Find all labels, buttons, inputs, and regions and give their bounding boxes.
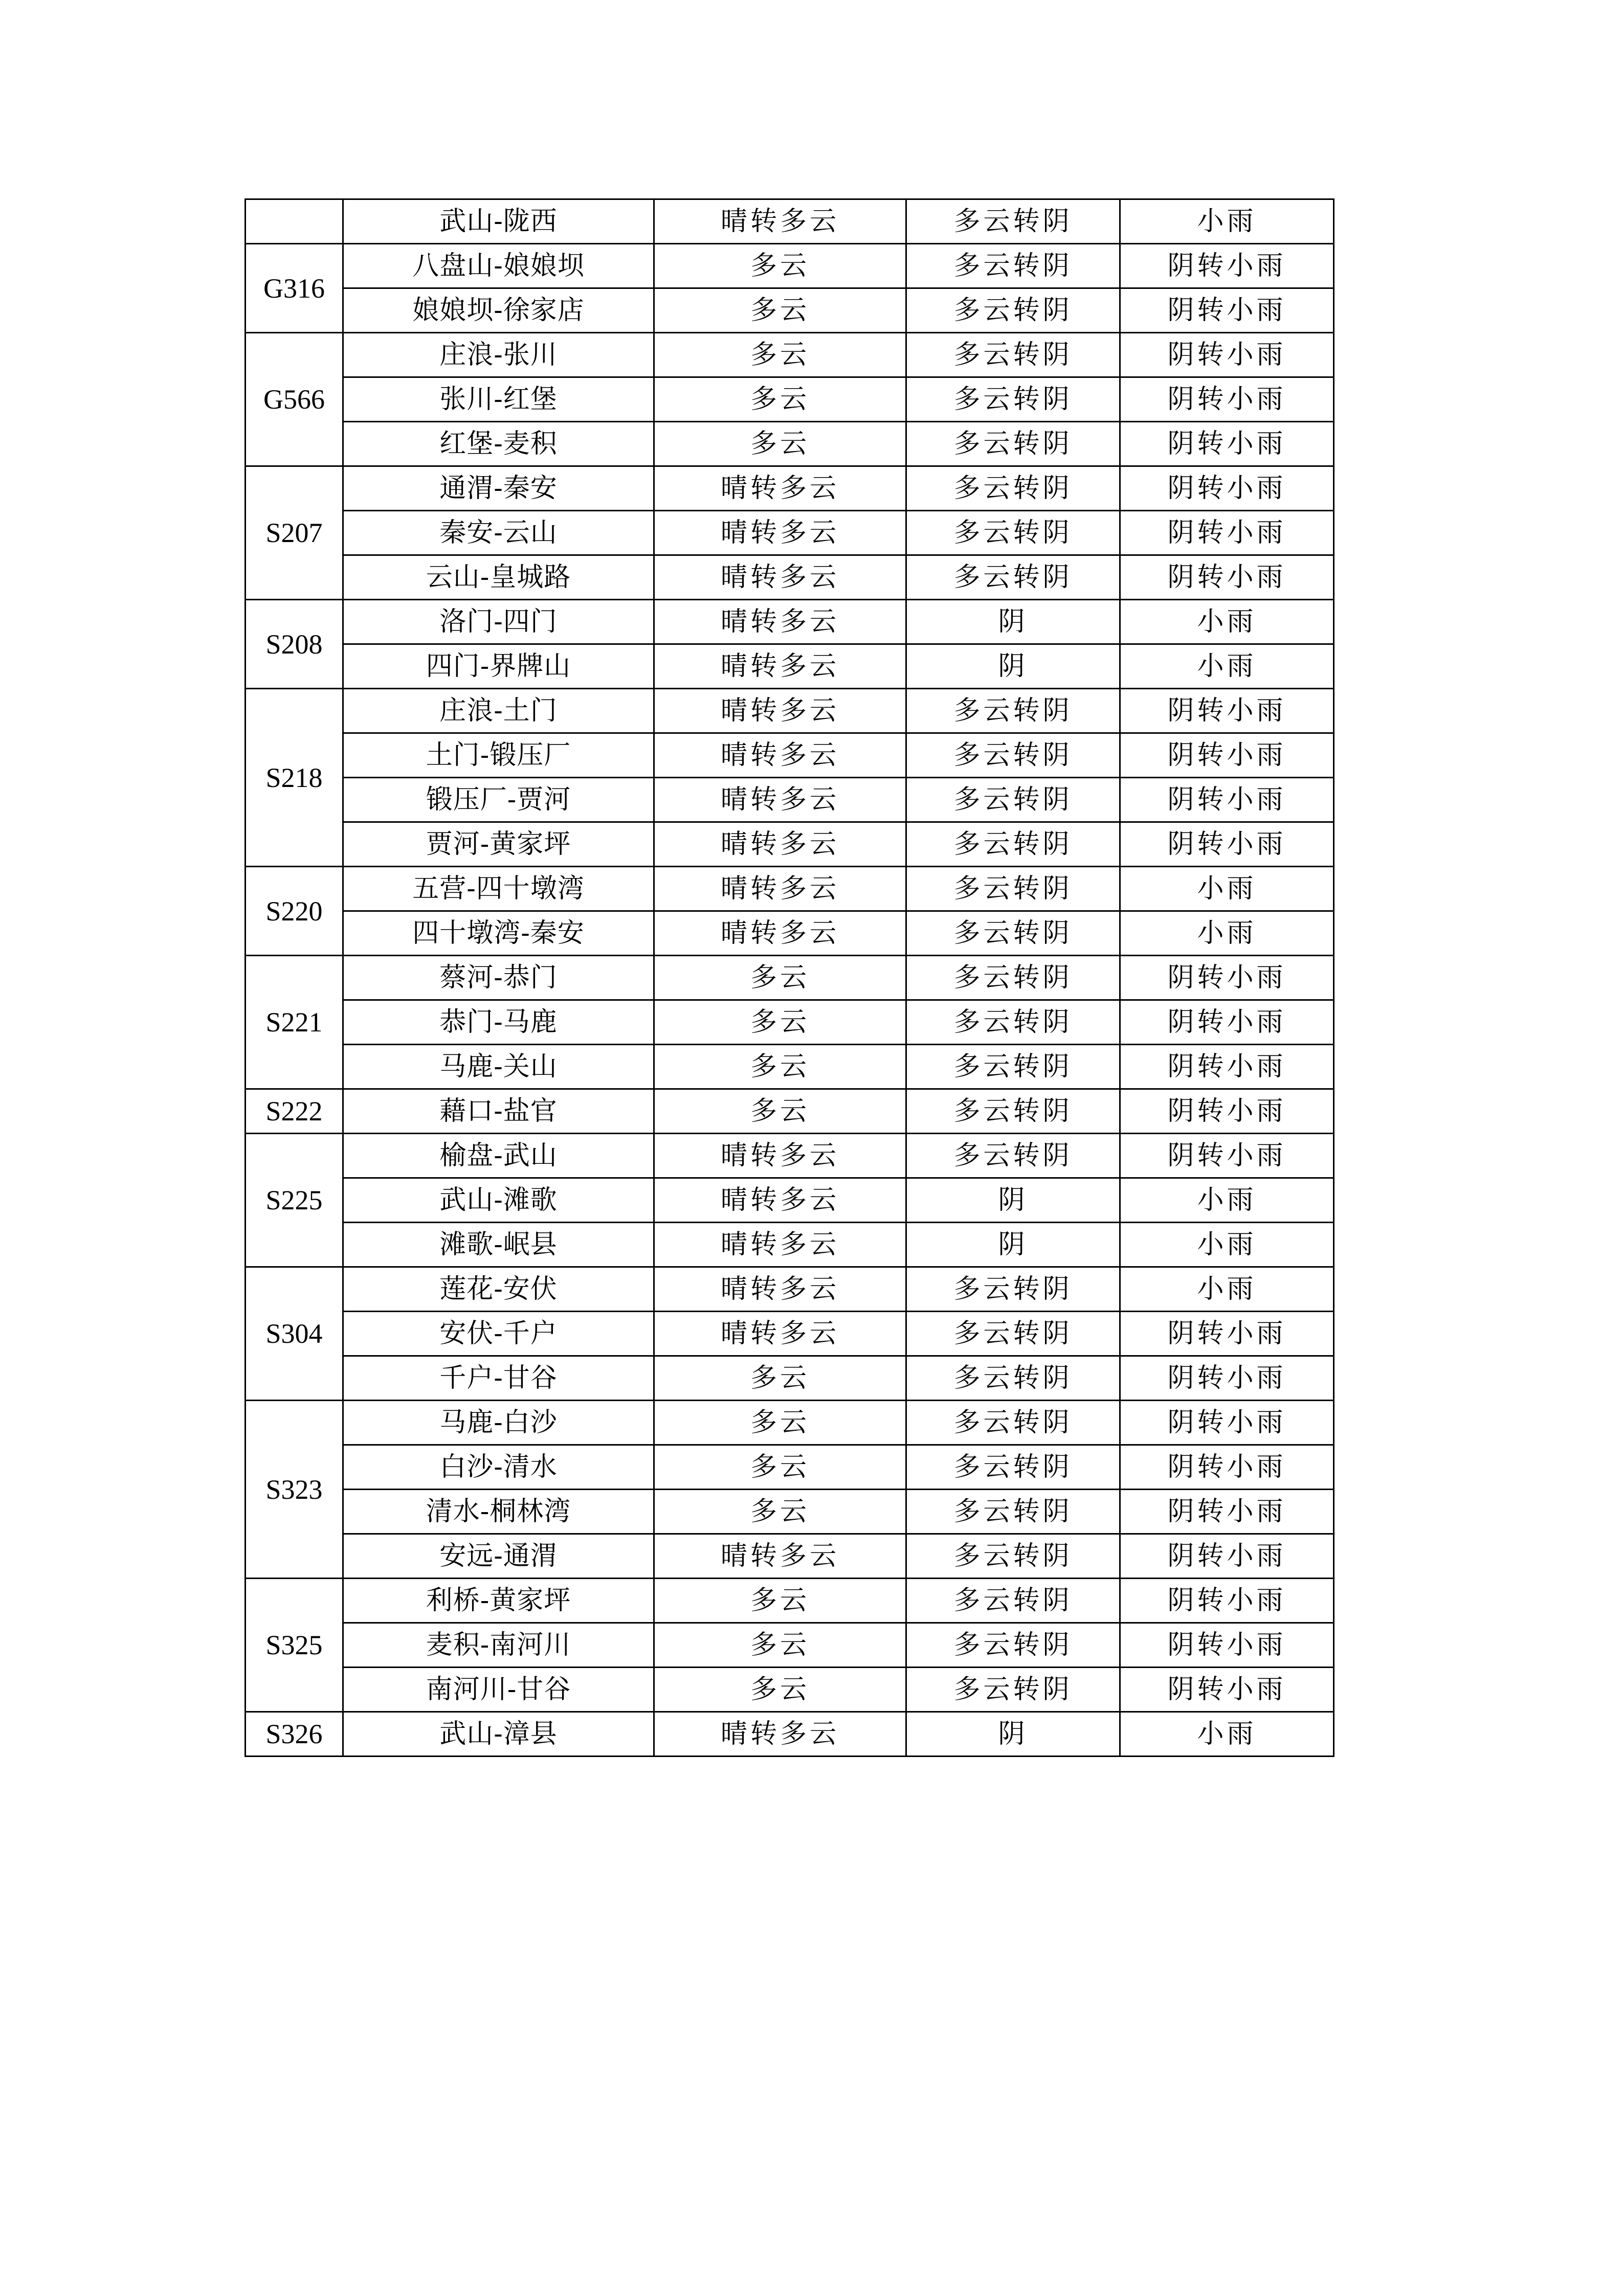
table-row bbox=[246, 1490, 1334, 1534]
table-row bbox=[246, 1267, 1334, 1312]
weather-period-3-cell: 小雨 bbox=[1120, 1178, 1334, 1223]
table-row bbox=[246, 689, 1334, 733]
segment-cell: 清水-桐林湾 bbox=[343, 1490, 654, 1534]
weather-period-2-cell: 多云转阴 bbox=[906, 1490, 1120, 1534]
weather-period-1-cell: 多云 bbox=[654, 1445, 906, 1490]
weather-period-1-cell: 多云 bbox=[654, 1490, 906, 1534]
road-code-cell: S207 bbox=[246, 466, 343, 600]
weather-period-2-cell: 多云转阴 bbox=[906, 911, 1120, 956]
table-row bbox=[246, 1312, 1334, 1356]
weather-period-2-cell: 多云转阴 bbox=[906, 1623, 1120, 1668]
weather-period-3-cell: 阴转小雨 bbox=[1120, 244, 1334, 288]
table-row bbox=[246, 1712, 1334, 1757]
weather-period-1-cell: 多云 bbox=[654, 288, 906, 333]
segment-cell: 庄浪-土门 bbox=[343, 689, 654, 733]
weather-period-1-cell: 多云 bbox=[654, 1089, 906, 1134]
weather-period-2-cell: 多云转阴 bbox=[906, 1356, 1120, 1401]
table-body bbox=[246, 199, 1334, 1757]
segment-cell: 云山-皇城路 bbox=[343, 555, 654, 600]
weather-period-1-cell: 晴转多云 bbox=[654, 1534, 906, 1579]
table-row bbox=[246, 466, 1334, 511]
weather-period-1-cell: 晴转多云 bbox=[654, 867, 906, 911]
table-row bbox=[246, 1668, 1334, 1712]
segment-cell: 马鹿-关山 bbox=[343, 1045, 654, 1089]
road-code-cell: S225 bbox=[246, 1134, 343, 1267]
table-row bbox=[246, 822, 1334, 867]
segment-cell: 安远-通渭 bbox=[343, 1534, 654, 1579]
weather-period-1-cell: 晴转多云 bbox=[654, 1134, 906, 1178]
weather-period-2-cell: 多云转阴 bbox=[906, 822, 1120, 867]
weather-period-3-cell: 阴转小雨 bbox=[1120, 1089, 1334, 1134]
table-row bbox=[246, 511, 1334, 555]
table-row bbox=[246, 867, 1334, 911]
table-row bbox=[246, 1579, 1334, 1623]
weather-period-3-cell: 小雨 bbox=[1120, 1267, 1334, 1312]
segment-cell: 藉口-盐官 bbox=[343, 1089, 654, 1134]
table-row bbox=[246, 288, 1334, 333]
weather-period-3-cell: 阴转小雨 bbox=[1120, 1623, 1334, 1668]
table-row bbox=[246, 1223, 1334, 1267]
weather-period-2-cell: 多云转阴 bbox=[906, 1534, 1120, 1579]
weather-period-2-cell: 多云转阴 bbox=[906, 377, 1120, 422]
weather-period-3-cell: 小雨 bbox=[1120, 644, 1334, 689]
weather-period-2-cell: 多云转阴 bbox=[906, 1312, 1120, 1356]
segment-cell: 马鹿-白沙 bbox=[343, 1401, 654, 1445]
weather-period-1-cell: 多云 bbox=[654, 1623, 906, 1668]
segment-cell: 洛门-四门 bbox=[343, 600, 654, 644]
road-weather-table bbox=[244, 198, 1334, 1757]
weather-period-1-cell: 晴转多云 bbox=[654, 600, 906, 644]
segment-cell: 麦积-南河川 bbox=[343, 1623, 654, 1668]
weather-period-1-cell: 多云 bbox=[654, 1045, 906, 1089]
weather-period-1-cell: 晴转多云 bbox=[654, 733, 906, 778]
segment-cell: 白沙-清水 bbox=[343, 1445, 654, 1490]
weather-period-1-cell: 晴转多云 bbox=[654, 689, 906, 733]
segment-cell: 南河川-甘谷 bbox=[343, 1668, 654, 1712]
weather-period-3-cell: 阴转小雨 bbox=[1120, 288, 1334, 333]
weather-period-2-cell: 多云转阴 bbox=[906, 778, 1120, 822]
segment-cell: 武山-陇西 bbox=[343, 199, 654, 244]
weather-period-1-cell: 晴转多云 bbox=[654, 644, 906, 689]
weather-period-2-cell: 多云转阴 bbox=[906, 867, 1120, 911]
road-code-cell: G566 bbox=[246, 333, 343, 466]
weather-period-1-cell: 晴转多云 bbox=[654, 555, 906, 600]
weather-period-2-cell: 阴 bbox=[906, 1223, 1120, 1267]
segment-cell: 土门-锻压厂 bbox=[343, 733, 654, 778]
weather-period-2-cell: 阴 bbox=[906, 1712, 1120, 1757]
weather-period-3-cell: 阴转小雨 bbox=[1120, 1579, 1334, 1623]
table-row bbox=[246, 333, 1334, 377]
segment-cell: 贾河-黄家坪 bbox=[343, 822, 654, 867]
weather-period-3-cell: 阴转小雨 bbox=[1120, 511, 1334, 555]
table-row bbox=[246, 555, 1334, 600]
weather-period-2-cell: 多云转阴 bbox=[906, 956, 1120, 1000]
weather-period-1-cell: 多云 bbox=[654, 956, 906, 1000]
table-row bbox=[246, 377, 1334, 422]
segment-cell: 滩歌-岷县 bbox=[343, 1223, 654, 1267]
weather-period-2-cell: 多云转阴 bbox=[906, 1401, 1120, 1445]
weather-period-1-cell: 多云 bbox=[654, 1000, 906, 1045]
weather-period-2-cell: 阴 bbox=[906, 600, 1120, 644]
segment-cell: 蔡河-恭门 bbox=[343, 956, 654, 1000]
weather-period-3-cell: 阴转小雨 bbox=[1120, 1401, 1334, 1445]
weather-period-3-cell: 阴转小雨 bbox=[1120, 1045, 1334, 1089]
weather-period-1-cell: 晴转多云 bbox=[654, 1223, 906, 1267]
weather-period-2-cell: 多云转阴 bbox=[906, 1267, 1120, 1312]
weather-period-1-cell: 晴转多云 bbox=[654, 466, 906, 511]
weather-period-3-cell: 阴转小雨 bbox=[1120, 1534, 1334, 1579]
weather-period-2-cell: 多云转阴 bbox=[906, 511, 1120, 555]
table-row bbox=[246, 199, 1334, 244]
segment-cell: 武山-漳县 bbox=[343, 1712, 654, 1757]
weather-period-1-cell: 晴转多云 bbox=[654, 1267, 906, 1312]
table-row bbox=[246, 1178, 1334, 1223]
road-code-cell: S323 bbox=[246, 1401, 343, 1579]
road-code-cell bbox=[246, 199, 343, 244]
weather-period-1-cell: 多云 bbox=[654, 1579, 906, 1623]
table-row bbox=[246, 1134, 1334, 1178]
weather-period-2-cell: 多云转阴 bbox=[906, 1089, 1120, 1134]
table-row bbox=[246, 1623, 1334, 1668]
weather-period-2-cell: 阴 bbox=[906, 644, 1120, 689]
weather-period-3-cell: 阴转小雨 bbox=[1120, 1000, 1334, 1045]
weather-period-1-cell: 多云 bbox=[654, 1356, 906, 1401]
weather-period-2-cell: 多云转阴 bbox=[906, 333, 1120, 377]
road-code-cell: S218 bbox=[246, 689, 343, 867]
segment-cell: 恭门-马鹿 bbox=[343, 1000, 654, 1045]
weather-period-3-cell: 阴转小雨 bbox=[1120, 956, 1334, 1000]
weather-period-1-cell: 多云 bbox=[654, 244, 906, 288]
segment-cell: 莲花-安伏 bbox=[343, 1267, 654, 1312]
segment-cell: 八盘山-娘娘坝 bbox=[343, 244, 654, 288]
segment-cell: 利桥-黄家坪 bbox=[343, 1579, 654, 1623]
weather-period-1-cell: 多云 bbox=[654, 1401, 906, 1445]
weather-period-2-cell: 多云转阴 bbox=[906, 555, 1120, 600]
table-row bbox=[246, 1401, 1334, 1445]
road-code-cell: S208 bbox=[246, 600, 343, 689]
weather-period-2-cell: 多云转阴 bbox=[906, 1668, 1120, 1712]
weather-period-3-cell: 小雨 bbox=[1120, 600, 1334, 644]
weather-period-1-cell: 晴转多云 bbox=[654, 1712, 906, 1757]
weather-period-3-cell: 阴转小雨 bbox=[1120, 778, 1334, 822]
weather-period-3-cell: 阴转小雨 bbox=[1120, 333, 1334, 377]
weather-period-3-cell: 阴转小雨 bbox=[1120, 689, 1334, 733]
weather-period-3-cell: 小雨 bbox=[1120, 1223, 1334, 1267]
weather-period-3-cell: 阴转小雨 bbox=[1120, 466, 1334, 511]
weather-period-1-cell: 晴转多云 bbox=[654, 199, 906, 244]
road-code-cell: S326 bbox=[246, 1712, 343, 1757]
weather-period-3-cell: 小雨 bbox=[1120, 199, 1334, 244]
weather-period-1-cell: 晴转多云 bbox=[654, 778, 906, 822]
weather-period-1-cell: 晴转多云 bbox=[654, 511, 906, 555]
weather-period-1-cell: 晴转多云 bbox=[654, 1178, 906, 1223]
segment-cell: 娘娘坝-徐家店 bbox=[343, 288, 654, 333]
table-row bbox=[246, 1000, 1334, 1045]
segment-cell: 张川-红堡 bbox=[343, 377, 654, 422]
weather-period-2-cell: 多云转阴 bbox=[906, 466, 1120, 511]
table-row bbox=[246, 911, 1334, 956]
weather-period-1-cell: 晴转多云 bbox=[654, 911, 906, 956]
segment-cell: 四十墩湾-秦安 bbox=[343, 911, 654, 956]
weather-period-3-cell: 阴转小雨 bbox=[1120, 822, 1334, 867]
weather-period-3-cell: 阴转小雨 bbox=[1120, 422, 1334, 466]
table-row bbox=[246, 244, 1334, 288]
weather-period-3-cell: 阴转小雨 bbox=[1120, 733, 1334, 778]
table-row bbox=[246, 1045, 1334, 1089]
table-row bbox=[246, 422, 1334, 466]
weather-period-2-cell: 多云转阴 bbox=[906, 199, 1120, 244]
weather-period-3-cell: 阴转小雨 bbox=[1120, 377, 1334, 422]
weather-period-3-cell: 阴转小雨 bbox=[1120, 1356, 1334, 1401]
weather-period-2-cell: 多云转阴 bbox=[906, 422, 1120, 466]
segment-cell: 千户-甘谷 bbox=[343, 1356, 654, 1401]
weather-period-3-cell: 小雨 bbox=[1120, 1712, 1334, 1757]
weather-period-2-cell: 多云转阴 bbox=[906, 689, 1120, 733]
road-code-cell: S325 bbox=[246, 1579, 343, 1712]
weather-period-1-cell: 多云 bbox=[654, 333, 906, 377]
road-code-cell: S222 bbox=[246, 1089, 343, 1134]
weather-period-1-cell: 多云 bbox=[654, 377, 906, 422]
weather-period-2-cell: 多云转阴 bbox=[906, 733, 1120, 778]
weather-period-1-cell: 晴转多云 bbox=[654, 1312, 906, 1356]
segment-cell: 红堡-麦积 bbox=[343, 422, 654, 466]
road-code-cell: G316 bbox=[246, 244, 343, 333]
table-row bbox=[246, 644, 1334, 689]
segment-cell: 四门-界牌山 bbox=[343, 644, 654, 689]
table-row bbox=[246, 956, 1334, 1000]
weather-period-3-cell: 阴转小雨 bbox=[1120, 1490, 1334, 1534]
weather-period-3-cell: 阴转小雨 bbox=[1120, 555, 1334, 600]
table-row bbox=[246, 778, 1334, 822]
road-code-cell: S304 bbox=[246, 1267, 343, 1401]
weather-period-2-cell: 多云转阴 bbox=[906, 288, 1120, 333]
segment-cell: 通渭-秦安 bbox=[343, 466, 654, 511]
road-code-cell: S220 bbox=[246, 867, 343, 956]
weather-period-3-cell: 阴转小雨 bbox=[1120, 1445, 1334, 1490]
segment-cell: 安伏-千户 bbox=[343, 1312, 654, 1356]
weather-period-1-cell: 多云 bbox=[654, 422, 906, 466]
weather-period-3-cell: 阴转小雨 bbox=[1120, 1668, 1334, 1712]
table-row bbox=[246, 1089, 1334, 1134]
segment-cell: 五营-四十墩湾 bbox=[343, 867, 654, 911]
weather-period-3-cell: 小雨 bbox=[1120, 911, 1334, 956]
weather-period-2-cell: 多云转阴 bbox=[906, 1045, 1120, 1089]
table-row bbox=[246, 1356, 1334, 1401]
weather-period-3-cell: 小雨 bbox=[1120, 867, 1334, 911]
weather-period-2-cell: 多云转阴 bbox=[906, 1579, 1120, 1623]
weather-period-2-cell: 多云转阴 bbox=[906, 1445, 1120, 1490]
weather-period-2-cell: 多云转阴 bbox=[906, 1134, 1120, 1178]
weather-period-1-cell: 晴转多云 bbox=[654, 822, 906, 867]
table-row bbox=[246, 1445, 1334, 1490]
table-row bbox=[246, 733, 1334, 778]
segment-cell: 庄浪-张川 bbox=[343, 333, 654, 377]
weather-period-2-cell: 阴 bbox=[906, 1178, 1120, 1223]
table-row bbox=[246, 1534, 1334, 1579]
segment-cell: 秦安-云山 bbox=[343, 511, 654, 555]
weather-period-3-cell: 阴转小雨 bbox=[1120, 1134, 1334, 1178]
weather-period-1-cell: 多云 bbox=[654, 1668, 906, 1712]
weather-period-3-cell: 阴转小雨 bbox=[1120, 1312, 1334, 1356]
table-row bbox=[246, 600, 1334, 644]
segment-cell: 锻压厂-贾河 bbox=[343, 778, 654, 822]
weather-period-2-cell: 多云转阴 bbox=[906, 1000, 1120, 1045]
segment-cell: 武山-滩歌 bbox=[343, 1178, 654, 1223]
segment-cell: 榆盘-武山 bbox=[343, 1134, 654, 1178]
road-code-cell: S221 bbox=[246, 956, 343, 1089]
weather-period-2-cell: 多云转阴 bbox=[906, 244, 1120, 288]
